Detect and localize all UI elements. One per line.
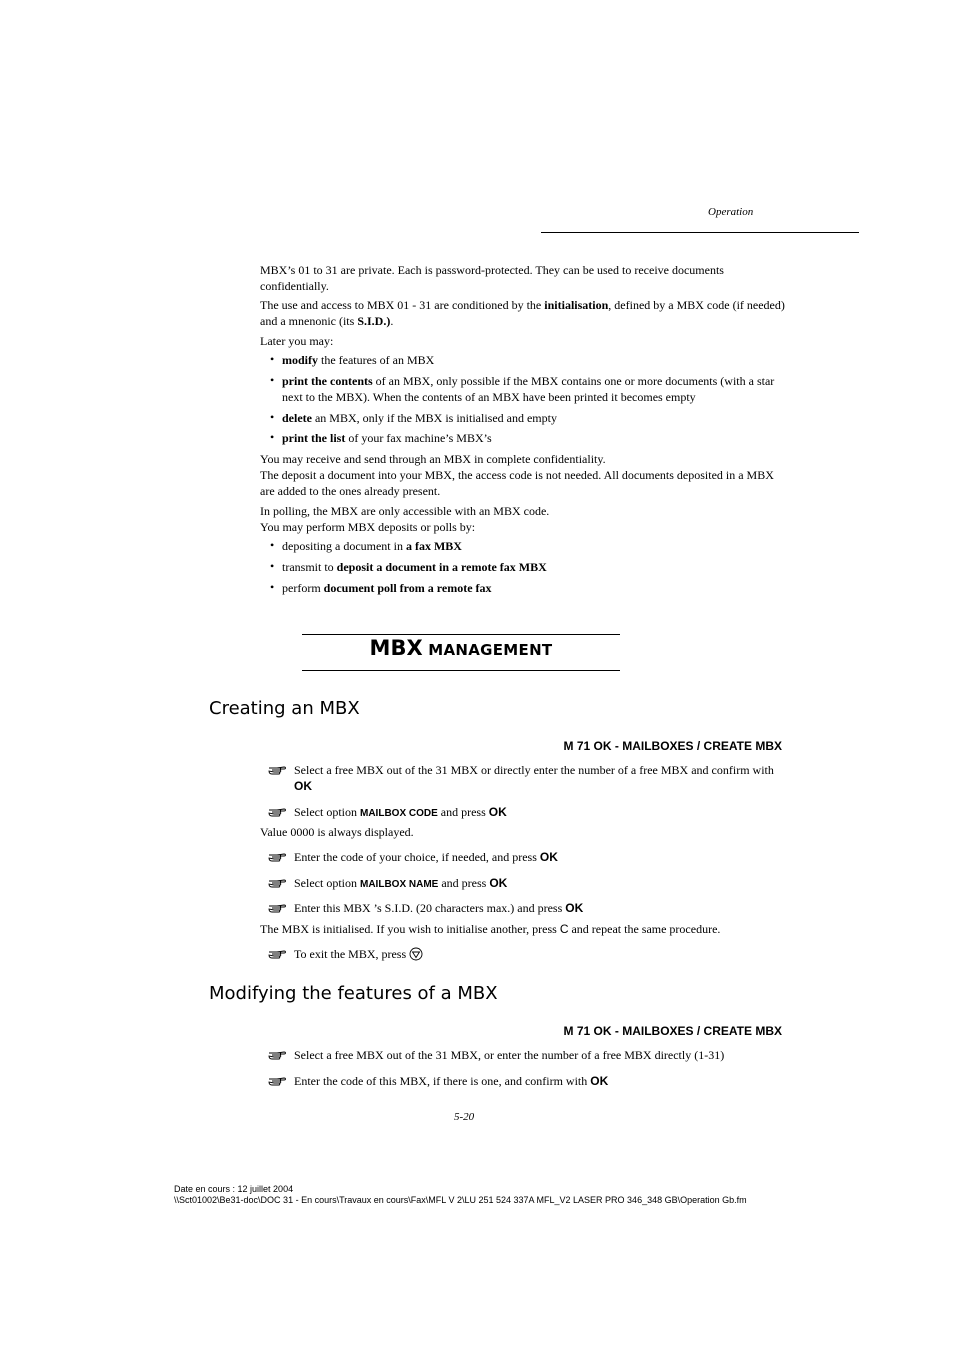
- pointing-hand-icon: [268, 877, 288, 889]
- pointing-hand-icon: [268, 851, 288, 863]
- ok-key-label: OK: [590, 1074, 609, 1088]
- step-text: and press: [437, 805, 489, 819]
- c-key-label: C: [559, 922, 569, 936]
- intro-p2-text-2: , defined by a MBX code (if needed) and a mnenonic (its: [260, 298, 785, 328]
- ok-key-label: OK: [565, 901, 584, 915]
- intro-paragraph-4: You may receive and send through an MBX in complete confidentiality.: [260, 452, 606, 466]
- list-item-bold: a fax MBX: [405, 539, 462, 553]
- step-enter-code-modify: [294, 1073, 786, 1089]
- heading-modify-mbx: Modifying the features of a MBX: [209, 983, 498, 1004]
- intro-paragraph-3: Later you may:: [260, 334, 334, 348]
- option-label: MAILBOX CODE: [360, 808, 438, 819]
- stop-icon: [409, 947, 423, 961]
- page-number: 5-20: [454, 1111, 475, 1123]
- step-enter-sid: [294, 900, 786, 916]
- step-select-mailbox-name: [294, 875, 786, 893]
- intro-paragraph-5: The deposit a document into your MBX, the access code is not needed. All documents deposited in a MBX are added to the ones already present.: [260, 468, 774, 498]
- list-item-text: depositing a document in: [282, 539, 406, 553]
- list-item: [282, 410, 790, 426]
- running-header: Operation: [708, 206, 754, 218]
- bullet-marker: •: [270, 352, 275, 366]
- intro-paragraph-7: You may perform MBX deposits or polls by:: [260, 520, 476, 534]
- list-item-text: of your fax machine’s MBX’s: [345, 431, 492, 445]
- bullet-marker: •: [270, 410, 275, 424]
- step-select-free-mbx: [294, 762, 786, 794]
- section-title: [302, 636, 620, 660]
- bullet-marker: •: [270, 538, 275, 552]
- step-text: Select option: [294, 805, 360, 819]
- section-title-main: MBX: [369, 636, 423, 660]
- list-item: [282, 580, 492, 596]
- step-text: To exit the MBX, press: [294, 947, 410, 961]
- list-item-text: transmit to: [282, 560, 337, 574]
- option-label: MAILBOX NAME: [360, 879, 439, 890]
- bullet-marker: •: [270, 430, 275, 444]
- pointing-hand-icon: [268, 806, 288, 818]
- bullet-marker: •: [270, 559, 275, 573]
- note-text: The MBX is initialised. If you wish to initialise another, press: [260, 922, 560, 936]
- intro-p2-text: The use and access to MBX 01 - 31 are conditioned by the: [260, 298, 545, 312]
- step-text: Enter the code of this MBX, if there is one, and confirm with: [294, 1074, 591, 1088]
- list-item: [282, 352, 790, 368]
- ok-key-label: OK: [488, 805, 507, 819]
- list-item-text: an MBX, only if the MBX is initialised and empty: [311, 411, 557, 425]
- list-item-bold: print the list: [282, 431, 346, 445]
- step-select-free-mbx-modify: Select a free MBX out of the 31 MBX, or enter the number of a free MBX directly (1-31): [294, 1048, 725, 1062]
- pointing-hand-icon: [268, 1049, 288, 1061]
- list-item-bold: modify: [282, 353, 318, 367]
- list-item-bold: deposit a document in a remote fax MBX: [336, 560, 547, 574]
- pointing-hand-icon: [268, 764, 288, 776]
- bullet-marker: •: [270, 373, 275, 387]
- pointing-hand-icon: [268, 1075, 288, 1087]
- list-item: [282, 538, 462, 554]
- intro-p2-sid: S.I.D.): [357, 314, 391, 328]
- ok-key-label: OK: [539, 850, 558, 864]
- step-text: Select option: [294, 876, 360, 890]
- list-item: [282, 430, 790, 446]
- intro-paragraph-6: In polling, the MBX are only accessible with an MBX code.: [260, 504, 550, 518]
- list-item-text: perform: [282, 581, 324, 595]
- menu-path: M 71 OK - MAILBOXES / CREATE MBX: [563, 1024, 782, 1038]
- ok-key-label: OK: [294, 779, 312, 793]
- list-item-text: of an MBX, only possible if the MBX contains one or more documents (with a star next to the MBX). When the contents of an MBX have been printed it becomes empty: [282, 374, 775, 404]
- step-text: Enter this MBX ’s S.I.D. (20 characters max.) and press: [294, 901, 566, 915]
- step-text: and press: [438, 876, 490, 890]
- step-select-mailbox-code: [294, 804, 786, 822]
- pointing-hand-icon: [268, 902, 288, 914]
- note-default-value: Value 0000 is always displayed.: [260, 825, 414, 839]
- list-item-bold: delete: [282, 411, 312, 425]
- list-item: [282, 559, 547, 575]
- step-enter-code: [294, 849, 786, 865]
- ok-key-label: OK: [489, 876, 508, 890]
- heading-create-mbx: Creating an MBX: [209, 698, 360, 719]
- intro-paragraph-1: MBX’s 01 to 31 are private. Each is password-protected. They can be used to receive documents confidentially.: [260, 263, 724, 293]
- list-item-text: the features of an MBX: [318, 353, 435, 367]
- footer-date: Date en cours : 12 juillet 2004: [174, 1184, 294, 1194]
- step-exit-mbx: [294, 946, 786, 962]
- list-item-bold: document poll from a remote fax: [323, 581, 492, 595]
- section-rule-bottom: [302, 670, 620, 671]
- menu-path: M 71 OK - MAILBOXES / CREATE MBX: [563, 739, 782, 753]
- intro-paragraph-2: [260, 297, 790, 329]
- step-text: Select a free MBX out of the 31 MBX or directly enter the number of a free MBX and confirm with: [294, 763, 774, 777]
- bullet-marker: •: [270, 580, 275, 594]
- header-rule: [541, 232, 859, 233]
- pointing-hand-icon: [268, 948, 288, 960]
- intro-p2-bold: initialisation: [544, 298, 609, 312]
- step-text: Enter the code of your choice, if needed, and press: [294, 850, 540, 864]
- intro-p2-end: .: [390, 314, 394, 328]
- list-item-bold: print the contents: [282, 374, 373, 388]
- note-text: and repeat the same procedure.: [568, 922, 721, 936]
- list-item: [282, 373, 790, 405]
- note-initialised: [260, 921, 790, 937]
- footer-path: \\Sct01002\Be31-doc\DOC 31 - En cours\Travaux en cours\Fax\MFL V 2\LU 251 524 337A MFL_V2 LASER PRO 346_348 GB\Operation Gb.fm: [174, 1195, 747, 1205]
- section-title-sub: MANAGEMENT: [428, 641, 553, 659]
- section-rule-top: [302, 634, 620, 635]
